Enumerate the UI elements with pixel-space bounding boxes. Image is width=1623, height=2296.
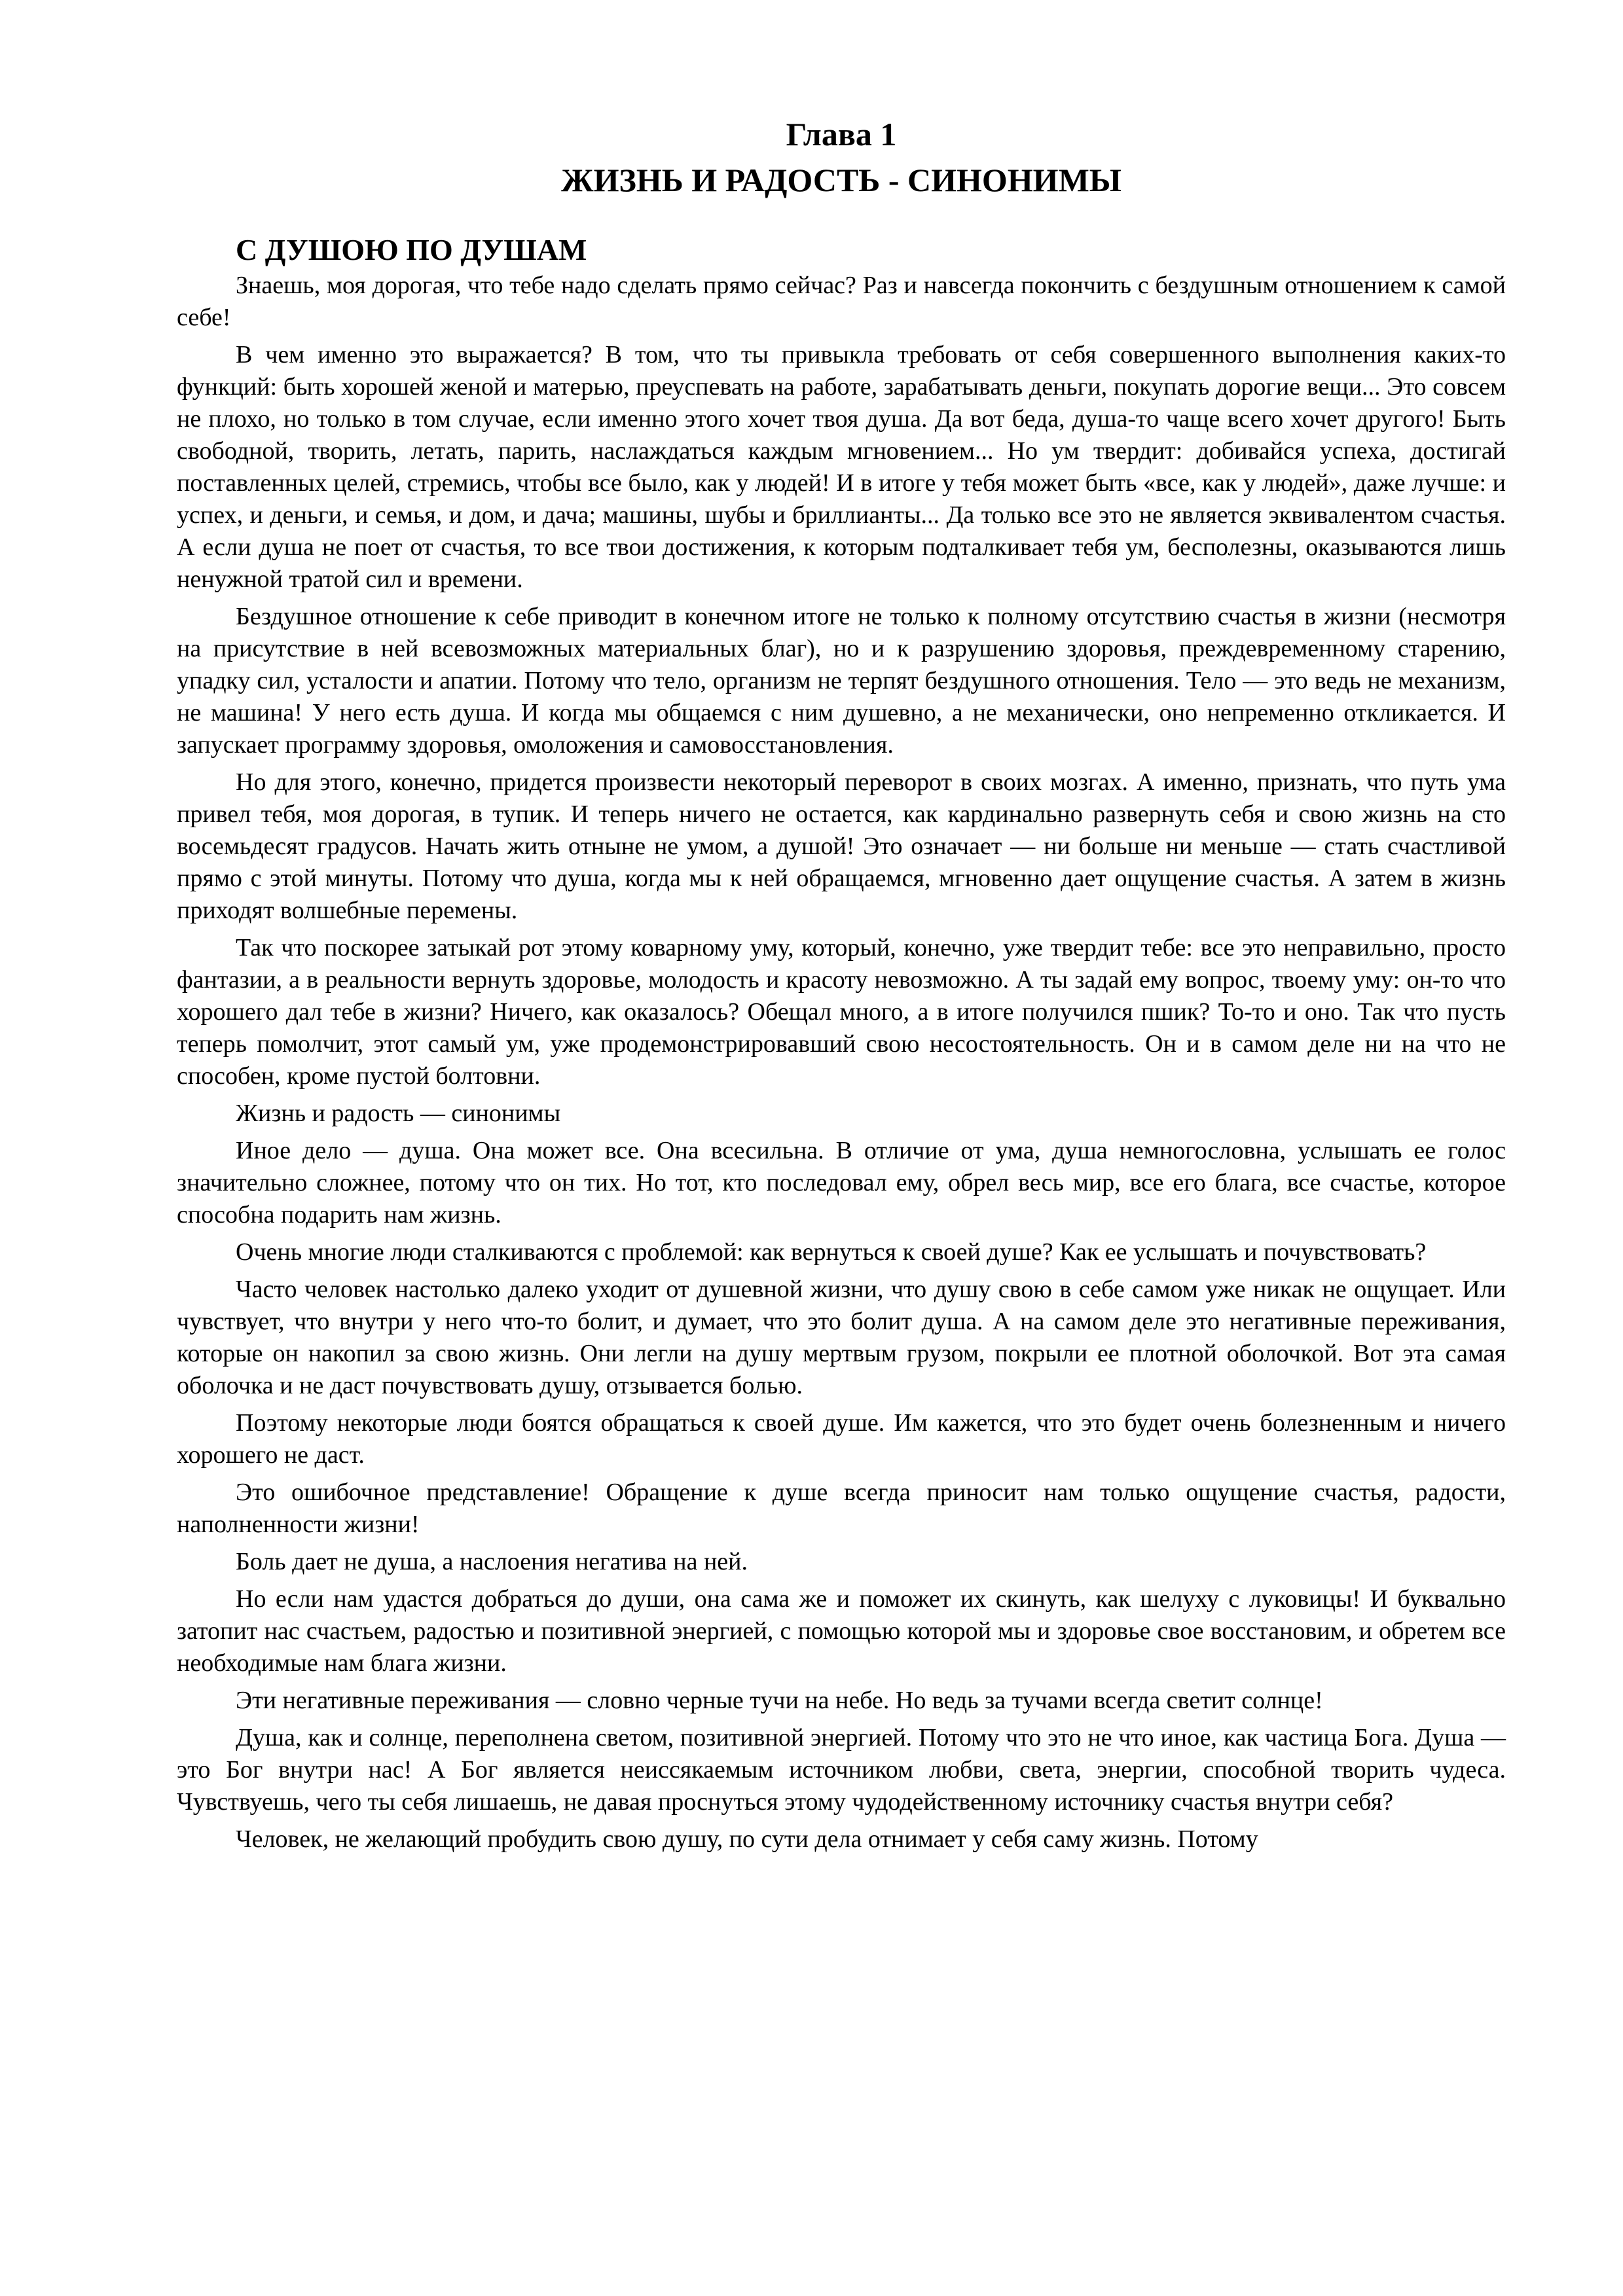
paragraph: Душа, как и солнце, переполнена светом, позитивной энергией. Потому что это не что иное, как частица Бога. Душа — это Бог внутри нас! А Бог является неиссякаемым источником любви, света, энергии, способной творить чудеса. Чувствуешь, чего ты себя лишаешь, не давая проснуться этому чудодейственному источнику счастья внутри себя?: [177, 1724, 1506, 1816]
paragraph: Эти негативные переживания — словно черные тучи на небе. Но ведь за тучами всегда светит солнце!: [236, 1687, 1323, 1714]
paragraph: Очень многие люди сталкиваются с проблемой: как вернуться к своей душе? Как ее услышать и почувствовать?: [236, 1238, 1427, 1266]
paragraph: В чем именно это выражается? В том, что ты привыкла требовать от себя совершенного выполнения каких-то функций: быть хорошей женой и матерью, преуспевать на работе, зарабатывать деньги, покупать дорогие вещи... Это совсем не плохо, но только в том случае, если именно этого хочет твоя душа. Да вот беда, душа-то чаще всего хочет другого! Быть свободной, творить, летать, парить, наслаждаться каждым мгновением... Но ум твердит: добивайся успеха, достигай поставленных целей, стремись, чтобы все было, как у людей! И в итоге у тебя может быть «все, как у людей», даже лучше: и успех, и деньги, и семья, и дом, и дача; машины, шубы и бриллианты... Да только все это не является эквивалентом счастья. А если душа не поет от счастья, то все твои достижения, к которым подталкивает тебя ум, бесполезны, оказываются лишь ненужной тратой сил и времени.: [177, 341, 1506, 593]
body-text: [177, 270, 1506, 1856]
chapter-title: ЖИЗНЬ И РАДОСТЬ - СИНОНИМЫ: [561, 162, 1122, 198]
paragraph: Но если нам удастся добраться до души, она сама же и поможет их скинуть, как шелуху с луковицы! И буквально затопит нас счастьем, радостью и позитивной энергией, с помощью которой мы и здоровье свое восстановим, и обретем все необходимые нам блага жизни.: [177, 1585, 1506, 1677]
paragraph: Бездушное отношение к себе приводит в конечном итоге не только к полному отсутствию счастья в жизни (несмотря на присутствие в ней всевозможных материальных благ), но и к разрушению здоровья, преждевременному старению, упадку сил, усталости и апатии. Потому что тело, организм не терпят бездушного отношения. Тело — это ведь не механизм, не машина! У него есть душа. И когда мы общаемся с ним душевно, а не механически, оно непременно откликается. И запускает программу здоровья, омоложения и самовосстановления.: [177, 603, 1506, 759]
paragraph: Часто человек настолько далеко уходит от душевной жизни, что душу свою в себе самом уже никак не ощущает. Или чувствует, что внутри у него что-то болит, и думает, что это болит душа. А на самом деле это негативные переживания, которые он накопил за свою жизнь. Они легли на душу мертвым грузом, покрыли ее плотной оболочкой. Вот эта самая оболочка и не даст почувствовать душу, отзывается болью.: [177, 1276, 1506, 1399]
paragraph: Так что поскорее затыкай рот этому коварному уму, который, конечно, уже твердит тебе: все это неправильно, просто фантазии, а в реальности вернуть здоровье, молодость и красоту невозможно. А ты задай ему вопрос, твоему уму: он-то что хорошего дал тебе в жизни? Ничего, как оказалось? Обещал много, а в итоге получился пшик? То-то и оно. Так что пусть теперь помолчит, этот самый ум, уже продемонстрировавший свою несостоятельность. Он и в самом деле ни на что не способен, кроме пустой болтовни.: [177, 934, 1506, 1090]
paragraph: Знаешь, моя дорогая, что тебе надо сделать прямо сейчас? Раз и навсегда покончить с бездушным отношением к самой себе!: [177, 272, 1506, 331]
paragraph: Боль дает не душа, а наслоения негатива на ней.: [236, 1548, 748, 1575]
document-page: [177, 111, 1506, 1861]
paragraph: Но для этого, конечно, придется произвести некоторый переворот в своих мозгах. А именно, признать, что путь ума привел тебя, моя дорогая, в тупик. И теперь ничего не остается, как кардинально развернуть себя и свою жизнь на сто восемьдесят градусов. Начать жить отныне не умом, а душой! Это означает — ни больше ни меньше — стать счастливой прямо с этой минуты. Потому что душа, когда мы к ней обращаемся, мгновенно дает ощущение счастья. А затем в жизнь приходят волшебные перемены.: [177, 768, 1506, 924]
paragraph: Это ошибочное представление! Обращение к душе всегда приносит нам только ощущение счастья, радости, наполненности жизни!: [177, 1479, 1506, 1538]
paragraph: Иное дело — душа. Она может все. Она всесильна. В отличие от ума, душа немногословна, услышать ее голос значительно сложнее, потому что он тих. Но тот, кто последовал ему, обрел весь мир, все его блага, все счастье, которое способна подарить нам жизнь.: [177, 1137, 1506, 1229]
inline-subheading: Жизнь и радость — синонимы: [236, 1100, 561, 1127]
section-heading: С ДУШОЮ ПО ДУШАМ: [236, 233, 587, 266]
chapter-number: Глава 1: [786, 116, 897, 152]
paragraph: Поэтому некоторые люди боятся обращаться к своей душе. Им кажется, что это будет очень болезненным и ничего хорошего не даст.: [177, 1409, 1506, 1469]
paragraph: Человек, не желающий пробудить свою душу, по сути дела отнимает у себя саму жизнь. Потому: [236, 1825, 1258, 1853]
